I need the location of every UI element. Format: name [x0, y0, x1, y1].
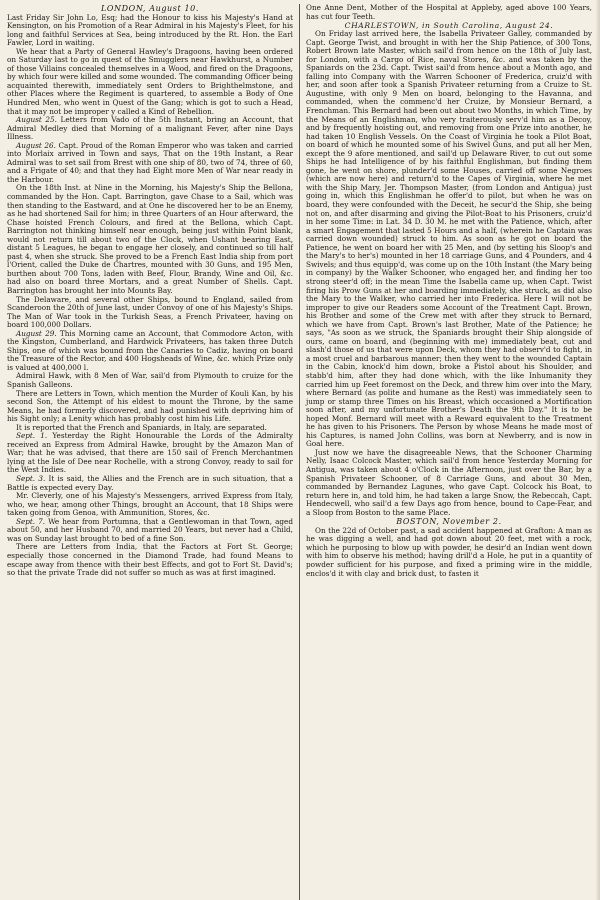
paragraph-text: The Delaware, and several other Ships, bound to England, sailed from Scanderoon the 20th of June last, under Convoy of one of his Majesty's Ships. The Man of War took in the Turkish Seas, a French Privateer, having on board 100,000 Dollars. [7, 294, 293, 330]
paragraph-text: On Friday last arrived here, the Isabella Privateer Galley, commanded by Capt. George Twist, and brought in with her the Ship Patience, of 300 Tons, Robert Brown late Master, which sail'd from hence on the 18th of July last, for London, with a Cargo of Rice, naval Stores, &c. and was taken by the Spaniards on the 23d. Capt. Twist sail'd from hence about a Month ago, and falling into Company with the Warren Schooner of Frederica, cruiz'd with her, and soon after took a Spanish Privateer returning from a Cruize to St. Augustine, with only 9 Men on board, belonging to the Havanna, and commanded, when the commenc'd her Cruize, by Monsieur Bernard, a Frenchman. This Bernard had been out about two Months, in which Time, by the Means of an Englishman, who very traiterously serv'd him as a Decoy, and by frequently hoisting out, and removing from one Prize into another, he had taken 10 English Vessels. On the Coast of Virginia he took a Pilot Boat, on board of which he mounted some of his Swivel Guns, and put all her Men, except the 9 afore mentioned, and sail'd up Delaware River, to cut out some Ships he had Intelligence of by his faithful Englishman, but finding them gone, he went on shore, plunder'd some Houses, carried off some Negroes (which are now here) and return'd to the Capes of Virginia, where he met with the Ship Mary, Jer. Thompson Master, (from London and Antigua) just going in, which this Englishman he offer'd to pilot, but when he was on board, they were confounded with the Deceit, he secur'd the Ship, she being not on, and after disarming and giving the Pilot-Boat to his Prisoners, cruiz'd in her some Time: in Lat. 34 D. 30 M. he met with the Patience, which, after a smart Engagement that lasted 5 Hours and a half, (wherein he Captain was carried down wounded) struck to him. As soon as he got on board the Patience, he went on board her with 25 Men, and (by setting his Sloop's and the Mary's to her's) mounted in her 18 carriage Guns, and 4 Pounders, and 4 Swivels; and thus equipp'd, was come up on the 10th Instant (the Mary being in company) by the Walker Schooner, who engaged her, and finding her too strong steer'd off; in the mean Time the Isabella came up, when Capt. Twist firing his Prow Guns at her and boarding immediately, she struck, as did also the Mary to the Walker, who carried her into Frederica. Here I will not be improper to give our Readers some Account of the Treatment Capt. Brown, his Brother and some of the Crew met with after they struck to Bernard, which we have from Capt. Brown's last Brother, Mate of the Patience; he says, "As soon as we struck, the Spaniards brought their Ship alongside of ours, came on board, and (beginning with me) immediately beat, cut and slash'd those of us that were upon Deck, whom they had observ'd to fight, in a most cruel and barbarous manner; then they went to the wounded Captain in the Cabin, knock'd him down, broke a Pistol about his Shoulder, and stabb'd him, after they had done which, with the like Inhumanity they carried him up Feet foremost on the Deck, and threw him over into the Mary, where Bernard (as polite and humane as the Rest) was immediately seen to jump or stamp three Times on his Breast, which occasioned a Mortification soon after, and my unfortunate Brother's Death the 9th Day." It is to be hoped Monf. Bernard will meet with a Reward equivalent to the Treatment he has given to his Prisoners. The Person by whose Means he made most of his Captures, is named John Collins, was born at Newberry, and is now in Goal here. [306, 29, 592, 449]
page-edge-shadow [595, 0, 600, 900]
paragraph-text: It is reported that the French and Spaniards, in Italy, are separated. [16, 422, 267, 432]
paragraph-date-lead: August 26. [16, 140, 56, 150]
boston-dateline: BOSTON, November 2. [396, 517, 502, 527]
article-paragraph [7, 330, 293, 373]
appleby-intro: One Anne Dent, Mother of the Hospital at Appleby, aged above 100 Years, has cut four Teeth. [306, 4, 592, 21]
london-dateline: LONDON, August 10. [100, 4, 199, 13]
paragraph-text: Admiral Hawk, with 8 Men of War, sail'd from Plymouth to cruize for the Spanish Galleons. [7, 371, 293, 390]
paragraph-date-lead: August 29. [16, 328, 57, 338]
paragraph-text: Last Friday Sir John Lo, Esq; had the Honour to kiss his Majesty's Hand at Kensington, on his Promotion of a Rear Admiral in his Majesty's Fleet, for his long and faithful Services at Sea, being introduced by the Rt. Hon. the Earl Fawler, Lord in waiting. [7, 12, 293, 48]
article-paragraph [7, 432, 293, 475]
paragraph-text: Just now we have the disagreeable News, that the Schooner Charming Nelly, Isaac Colcock Master, which sail'd from hence Yesterday Morning for Antigua, was taken about 4 o'Clock in the Afternoon, just over the Bar, by a Spanish Privateer Schooner, of 8 Carriage Guns, and about 30 Men, commanded by Bernandez Lagunes, who gave Capt. Colcock his Boat, to return here in, and told him, he had taken a large Snow, the Rebeccah, Capt. Hendecwell, who sail'd a few Days ago from hence, bound to Cape-Fear, and a Sloop from Boston to the same Place. [306, 447, 592, 517]
paragraph-text: On the 22d of October past, a sad accident happened at Grafton: A man as he was digging a well, and had got down about 20 feet, met with a rock, which he purposing to blow up with powder, he desir'd an Indian went down with him to observe his method; having drill'd a Hole, he put in a quantity of powder sufficient for his purpose, and fixed a priming wire in the middle, enclos'd it with clay and brick dust, to fasten it [306, 525, 592, 578]
article-paragraph [7, 48, 293, 116]
article-paragraph [306, 527, 592, 578]
article-paragraph [7, 492, 293, 518]
paragraph-text: Mr. Cleverly, one of his Majesty's Messengers, arrived Express from Italy, who, we hear, among other Things, brought an Account, that 18 Ships were taken going from Genoa, with Ammunition, Stores, &c. [7, 491, 293, 518]
left-column [4, 4, 300, 900]
paragraph-text: Yesterday the Right Honourable the Lords of the Admiralty received an Express from Admiral Hawke, brought by the Amazon Man of War; that he was advised, that there are 150 sail of French Merchantmen lying at the Isle of Dee near Rochelle, with a strong Convoy, ready to sail for the West Indies. [7, 431, 294, 475]
right-paragraphs-2 [306, 527, 592, 578]
paragraph-date-lead: Sept. 7. [16, 516, 46, 526]
paragraph-text: There are Letters in Town, which mention the Murder of Kouli Kan, by his second Son, the Attempt of his eldest to mount the Throne, by the same Means, he had formerly discovered, and had punished with depriving him of his Sight only; a Lenity which has probably cost him his Life. [7, 388, 293, 424]
article-paragraph [306, 449, 592, 517]
paragraph-text: We hear from Portumna, that a Gentlewoman in that Town, aged about 50, and her Husband 70, and married 20 Years, but never had a Child, was on Sunday last brought to bed of a fine Son. [7, 516, 293, 543]
paragraph-text: There are Letters from India, that the Factors at Fort St. George; especially those concerned in the Diamond Trade, had found Means to escape away from thence with their best Effects, and got to Fort St. David's; so that the private Trade did not suffer so much as was at first imagined. [7, 542, 293, 578]
paragraph-text: It is said, the Allies and the French are in such situation, that a Battle is expected every Day. [7, 474, 293, 492]
paragraph-text: On the 18th Inst. at Nine in the Morning, his Majesty's Ship the Bellona, commanded by the Hon. Capt. Barrington, gave Chase to a Sail, which was then standing to the Eastward, and at One he discovered her to be an Enemy, as he had shortened Sail for him; in three Quarters of an Hour afterward, the Chase hoisted French Colours, and fired at the Bellona, which Capt. Barrington not thinking himself near enough, being just within Point blank, would not return till about two of the Clock, when Ushant bearing East, distant 5 Leagues, he began to engage her closely, and continued so till half past 4, when she struck. She proved to be a French East India ship from port l'Orient, called the Duke de Chartres, mounted with 30 Guns, and 195 Men, burthen about 700 Tons, laden with Beef, Flour, Brandy, Wine and Oil, &c. had also on board three Mortars, and a great Number of Shells. Capt. Barrington has brought her into Mounts Bay. [7, 183, 293, 295]
article-paragraph [7, 14, 293, 48]
article-paragraph [306, 30, 592, 449]
article-paragraph [7, 518, 293, 544]
paragraph-date-lead: Sept. 1. [16, 431, 48, 441]
right-paragraphs [306, 30, 592, 517]
paragraph-text: We hear that a Party of General Hawley's Dragoons, having been ordered on Saturday last to go in quest of the Smugglers near Hawkhurst, a Number of those Villains concealed themselves in a Wood, and fired on the Dragoons, by which four were killed and some wounded. The commanding Officer being acquainted therewith, immediately sent Orders to Brighthelmstone, and other Places where the Regiment is quartered, to assemble a Body of One Hundred Men, who went in Quest of the Gang; which is got to such a Head, that it may not be improper y called a Kind of Rebellion. [7, 46, 293, 116]
paragraph-text: Capt. Proud of the Roman Emperor who was taken and carried into Morlaix arrived in Town and says, That on the 19th Instant, a Rear Admiral was to set sail from Brest with one ship of 80, two of 74, three of 60, and a Frigate of 40; and that they had Eight more Men of War near ready in the Harbour. [7, 140, 294, 184]
right-column [300, 4, 596, 900]
article-paragraph [7, 390, 293, 424]
article-paragraph [7, 543, 293, 577]
article-paragraph [7, 296, 293, 330]
paragraph-date-lead: Sept. 3. [16, 474, 46, 484]
article-paragraph [7, 475, 293, 492]
article-paragraph [7, 116, 293, 142]
article-paragraph [7, 142, 293, 185]
article-paragraph [7, 372, 293, 389]
paragraph-text: Letters from Vado of the 5th Instant, bring an Account, that Admiral Medley died that Morning of a malignant Fever, after nine Days Illness. [7, 115, 294, 142]
article-paragraph [7, 184, 293, 295]
paragraph-text: This Morning came an Account, that Commodore Acton, with the Kingston, Cumberland, and Hardwick Privateers, has taken three Dutch Ships, one of which was bound from the Canaries to Cadiz, having on board the Treasure of the Rector, and 400 Hogsheads of Wine, &c. which Prize only is valued at 400,000 l. [7, 328, 293, 372]
left-paragraphs [7, 14, 293, 578]
paragraph-date-lead: August 25. [16, 115, 57, 125]
charlestown-dateline: CHARLESTOWN, in South Carolina, August 24. [344, 21, 554, 31]
